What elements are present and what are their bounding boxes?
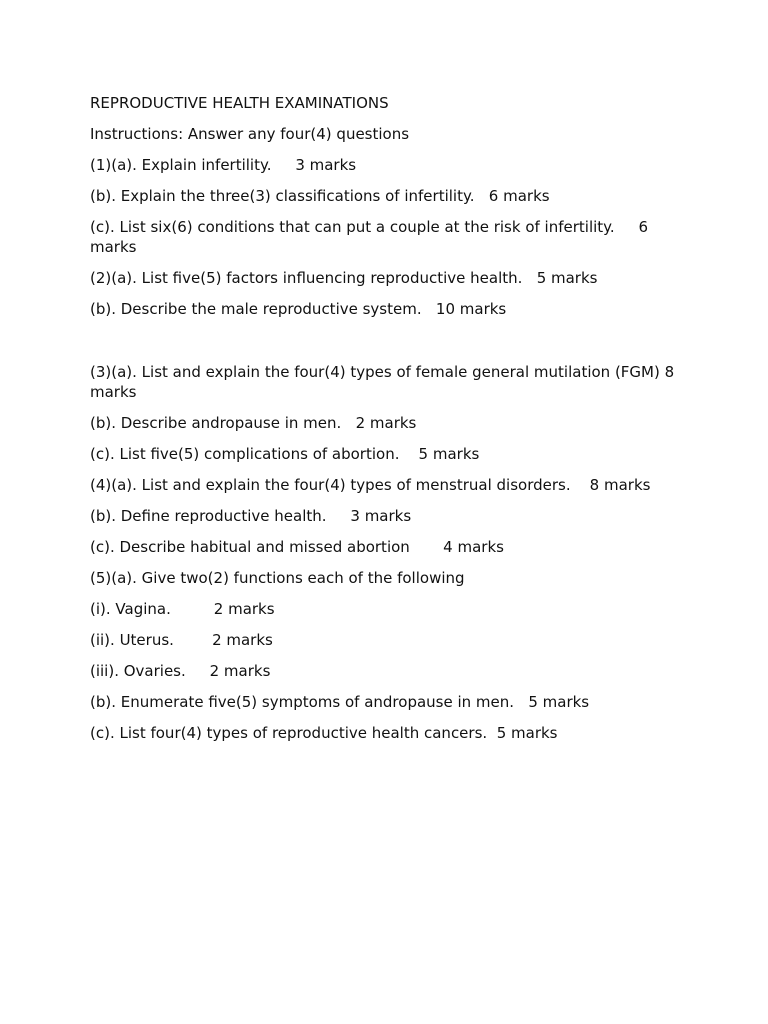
question-5c: (c). List four(4) types of reproductive health cancers. 5 marks	[90, 724, 558, 742]
question-2b: (b). Describe the male reproductive system. 10 marks	[90, 300, 507, 318]
question-5a-ii: (ii). Uterus. 2 marks	[90, 631, 273, 649]
question-3c: (c). List five(5) complications of abortion. 5 marks	[90, 445, 480, 463]
question-1a: (1)(a). Explain infertility. 3 marks	[90, 156, 357, 174]
question-4c: (c). Describe habitual and missed abortion 4 marks	[90, 538, 504, 556]
question-4b: (b). Define reproductive health. 3 marks	[90, 507, 412, 525]
question-2a: (2)(a). List five(5) factors influencing reproductive health. 5 marks	[90, 269, 598, 287]
instructions-text: Instructions: Answer any four(4) questions	[90, 125, 410, 143]
question-1b: (b). Explain the three(3) classifications of infertility. 6 marks	[90, 187, 550, 205]
question-5a-i: (i). Vagina. 2 marks	[90, 600, 275, 618]
document-body	[90, 93, 680, 754]
document-title: REPRODUCTIVE HEALTH EXAMINATIONS	[90, 94, 389, 112]
question-3b: (b). Describe andropause in men. 2 marks	[90, 414, 417, 432]
question-5b: (b). Enumerate five(5) symptoms of andropause in men. 5 marks	[90, 693, 590, 711]
section-spacer	[90, 330, 680, 362]
question-1c: (c). List six(6) conditions that can put a couple at the risk of infertility. 6 marks	[90, 218, 653, 256]
question-3a: (3)(a). List and explain the four(4) types of female general mutilation (FGM) 8 marks	[90, 363, 679, 401]
question-4a: (4)(a). List and explain the four(4) types of menstrual disorders. 8 marks	[90, 476, 651, 494]
question-5a-iii: (iii). Ovaries. 2 marks	[90, 662, 271, 680]
question-5a: (5)(a). Give two(2) functions each of the following	[90, 569, 465, 587]
